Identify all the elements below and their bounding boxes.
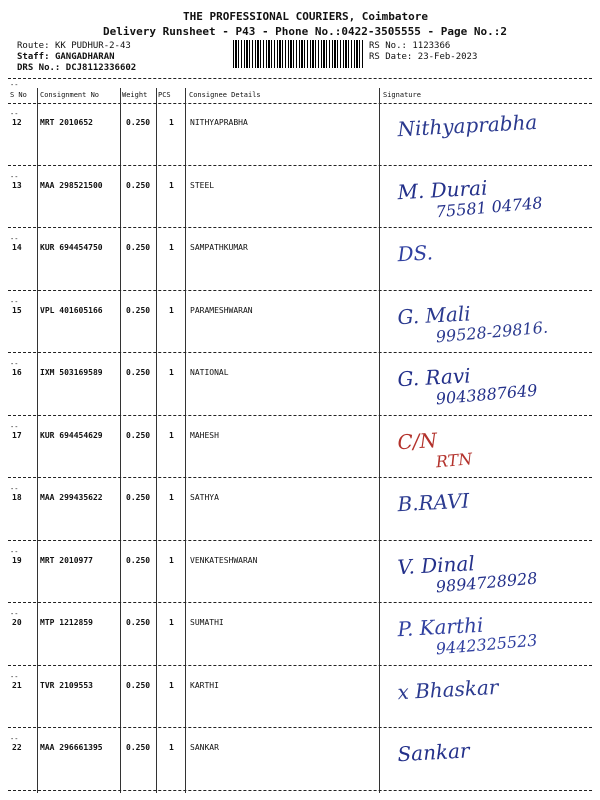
- header-divider-top: [8, 78, 592, 79]
- col-weight: Weight: [122, 91, 148, 99]
- row-consignment-no: MRT 2010652: [40, 118, 93, 127]
- row-weight: 0.250: [126, 493, 151, 502]
- signature-text: RTN: [435, 448, 474, 471]
- row-consignment-no: MTP 1212859: [40, 618, 93, 627]
- row-divider: [8, 415, 592, 416]
- row-weight: 0.250: [126, 180, 151, 190]
- row-consignee: STEEL: [190, 180, 215, 190]
- row-sno: 22: [12, 743, 22, 752]
- row-pcs: 1: [169, 618, 174, 627]
- rs-date-label: RS Date:: [369, 52, 413, 62]
- row-marker: --: [10, 110, 19, 118]
- row-sno: 20: [12, 618, 22, 627]
- drs-value: DCJ8112336602: [65, 63, 137, 73]
- signature-text: 9442325523: [435, 630, 539, 659]
- row-consignee: SANKAR: [190, 743, 219, 752]
- drs-label: DRS No.:: [17, 63, 61, 73]
- row-weight: 0.250: [126, 305, 151, 315]
- row-marker: --: [10, 360, 19, 368]
- rs-date-value: 23-Feb-2023: [417, 52, 478, 62]
- row-consignment-no: KUR 694454750: [40, 243, 103, 252]
- rs-date-line: [369, 52, 477, 62]
- row-marker: --: [10, 422, 19, 431]
- row-pcs: 1: [169, 555, 174, 565]
- signature-handwriting: [380, 233, 595, 293]
- row-consignment-no: KUR 694454629: [40, 430, 103, 440]
- row-pcs: 1: [169, 493, 174, 502]
- row-marker: --: [10, 297, 19, 306]
- row-divider: [8, 665, 592, 666]
- row-sno: 15: [12, 305, 22, 315]
- route-line: [17, 41, 131, 51]
- row-divider: [8, 602, 592, 603]
- document-title: THE PROFESSIONAL COURIERS, Coimbatore: [183, 10, 429, 23]
- row-divider: [8, 165, 592, 166]
- row-marker: --: [10, 172, 19, 181]
- row-pcs: 1: [169, 743, 174, 752]
- row-weight: 0.250: [126, 118, 151, 127]
- barcode: [233, 40, 363, 68]
- row-divider: [8, 540, 592, 541]
- row-marker: --: [10, 672, 19, 681]
- header-divider-bottom: [8, 103, 592, 104]
- signature-handwriting: [380, 733, 595, 793]
- row-consignment-no: TVR 2109553: [40, 680, 93, 690]
- col-signature: Signature: [383, 91, 421, 99]
- row-pcs: 1: [169, 243, 174, 252]
- rs-no-label: RS No.:: [369, 41, 407, 51]
- route-label: Route:: [17, 41, 50, 51]
- signature-handwriting: [380, 296, 595, 356]
- col-divider: [120, 88, 121, 793]
- row-divider: [8, 477, 592, 478]
- staff-value: GANGADHARAN: [54, 52, 115, 62]
- row-marker: --: [10, 547, 19, 556]
- runsheet-subtitle: Delivery Runsheet - P43 - Phone No.:0422-3505555 - Page No.:2: [103, 25, 507, 38]
- signature-handwriting: [380, 421, 595, 481]
- col-consignee: Consignee Details: [189, 91, 261, 99]
- signature-text: Sankar: [396, 738, 471, 767]
- row-sno: 19: [12, 555, 22, 565]
- staff-line: [17, 52, 115, 62]
- signature-handwriting: [380, 608, 595, 668]
- row-sno: 14: [12, 243, 22, 252]
- signature-text: 99528-29816.: [435, 317, 549, 346]
- signature-handwriting: [380, 358, 595, 418]
- row-consignee: SATHYA: [190, 493, 219, 502]
- signature-handwriting: [380, 108, 595, 168]
- signature-text: Nithyaprabha: [396, 109, 538, 142]
- row-consignee: SAMPATHKUMAR: [190, 243, 248, 252]
- row-consignment-no: VPL 401605166: [40, 305, 103, 315]
- row-marker: --: [10, 735, 19, 743]
- row-pcs: 1: [169, 430, 174, 440]
- row-sno: 12: [12, 118, 22, 127]
- row-weight: 0.250: [126, 743, 151, 752]
- row-consignee: MAHESH: [190, 430, 219, 440]
- signature-text: G. Mali: [396, 300, 472, 329]
- signature-handwriting: [380, 171, 595, 231]
- row-marker: --: [10, 235, 19, 243]
- row-sno: 16: [12, 368, 22, 377]
- drs-line: [17, 63, 136, 73]
- row-consignment-no: MRT 2010977: [40, 555, 93, 565]
- rs-no-line: [369, 41, 450, 51]
- row-divider: [8, 790, 592, 791]
- col-consignment: Consignment No: [40, 91, 100, 99]
- row-pcs: 1: [169, 305, 174, 315]
- row-weight: 0.250: [126, 243, 151, 252]
- signature-text: C/N: [396, 427, 438, 454]
- row-consignment-no: MAA 298521500: [40, 180, 103, 190]
- row-pcs: 1: [169, 118, 174, 127]
- signature-text: M. Durai: [396, 175, 488, 204]
- signature-handwriting: [380, 671, 595, 731]
- rs-no-value: 1123366: [412, 41, 451, 51]
- row-sno: 21: [12, 680, 22, 690]
- signature-handwriting: [380, 483, 595, 543]
- col-pcs: PCS: [158, 91, 171, 99]
- row-divider: [8, 227, 592, 228]
- col-divider: [185, 88, 186, 793]
- row-consignee: VENKATESHWARAN: [190, 555, 258, 565]
- row-consignee: NATIONAL: [190, 368, 229, 377]
- signature-text: V. Dinal: [396, 550, 476, 579]
- row-divider: [8, 352, 592, 353]
- row-marker: --: [10, 81, 19, 89]
- col-divider: [37, 88, 38, 793]
- row-consignee: SUMATHI: [190, 618, 224, 627]
- row-pcs: 1: [169, 680, 174, 690]
- signature-text: x Bhaskar: [396, 674, 499, 704]
- row-consignment-no: IXM 503169589: [40, 368, 103, 377]
- row-weight: 0.250: [126, 430, 151, 440]
- col-divider: [156, 88, 157, 793]
- row-consignment-no: MAA 296661395: [40, 743, 103, 752]
- row-divider: [8, 727, 592, 728]
- signature-text: 75581 04748: [435, 192, 544, 221]
- signature-text: DS.: [396, 240, 434, 267]
- row-pcs: 1: [169, 180, 174, 190]
- route-value: KK PUDHUR-2-43: [54, 41, 131, 51]
- row-consignee: KARTHI: [190, 680, 219, 690]
- signature-text: 9043887649: [435, 380, 539, 409]
- row-pcs: 1: [169, 368, 174, 377]
- row-consignment-no: MAA 299435622: [40, 493, 103, 502]
- row-divider: [8, 290, 592, 291]
- staff-label: Staff:: [17, 52, 50, 62]
- row-sno: 18: [12, 493, 22, 502]
- row-weight: 0.250: [126, 680, 151, 690]
- col-sno: S No: [10, 91, 27, 99]
- row-marker: --: [10, 610, 19, 618]
- row-weight: 0.250: [126, 555, 151, 565]
- row-sno: 17: [12, 430, 22, 440]
- signature-text: B.RAVI: [396, 488, 470, 517]
- row-consignee: NITHYAPRABHA: [190, 118, 248, 127]
- row-consignee: PARAMESHWARAN: [190, 305, 253, 315]
- row-weight: 0.250: [126, 368, 151, 377]
- row-marker: --: [10, 485, 19, 493]
- signature-text: P. Karthi: [396, 612, 484, 642]
- signature-text: G. Ravi: [396, 363, 472, 392]
- row-sno: 13: [12, 180, 22, 190]
- signature-text: 9894728928: [435, 568, 539, 596]
- row-weight: 0.250: [126, 618, 151, 627]
- signature-handwriting: [380, 546, 595, 606]
